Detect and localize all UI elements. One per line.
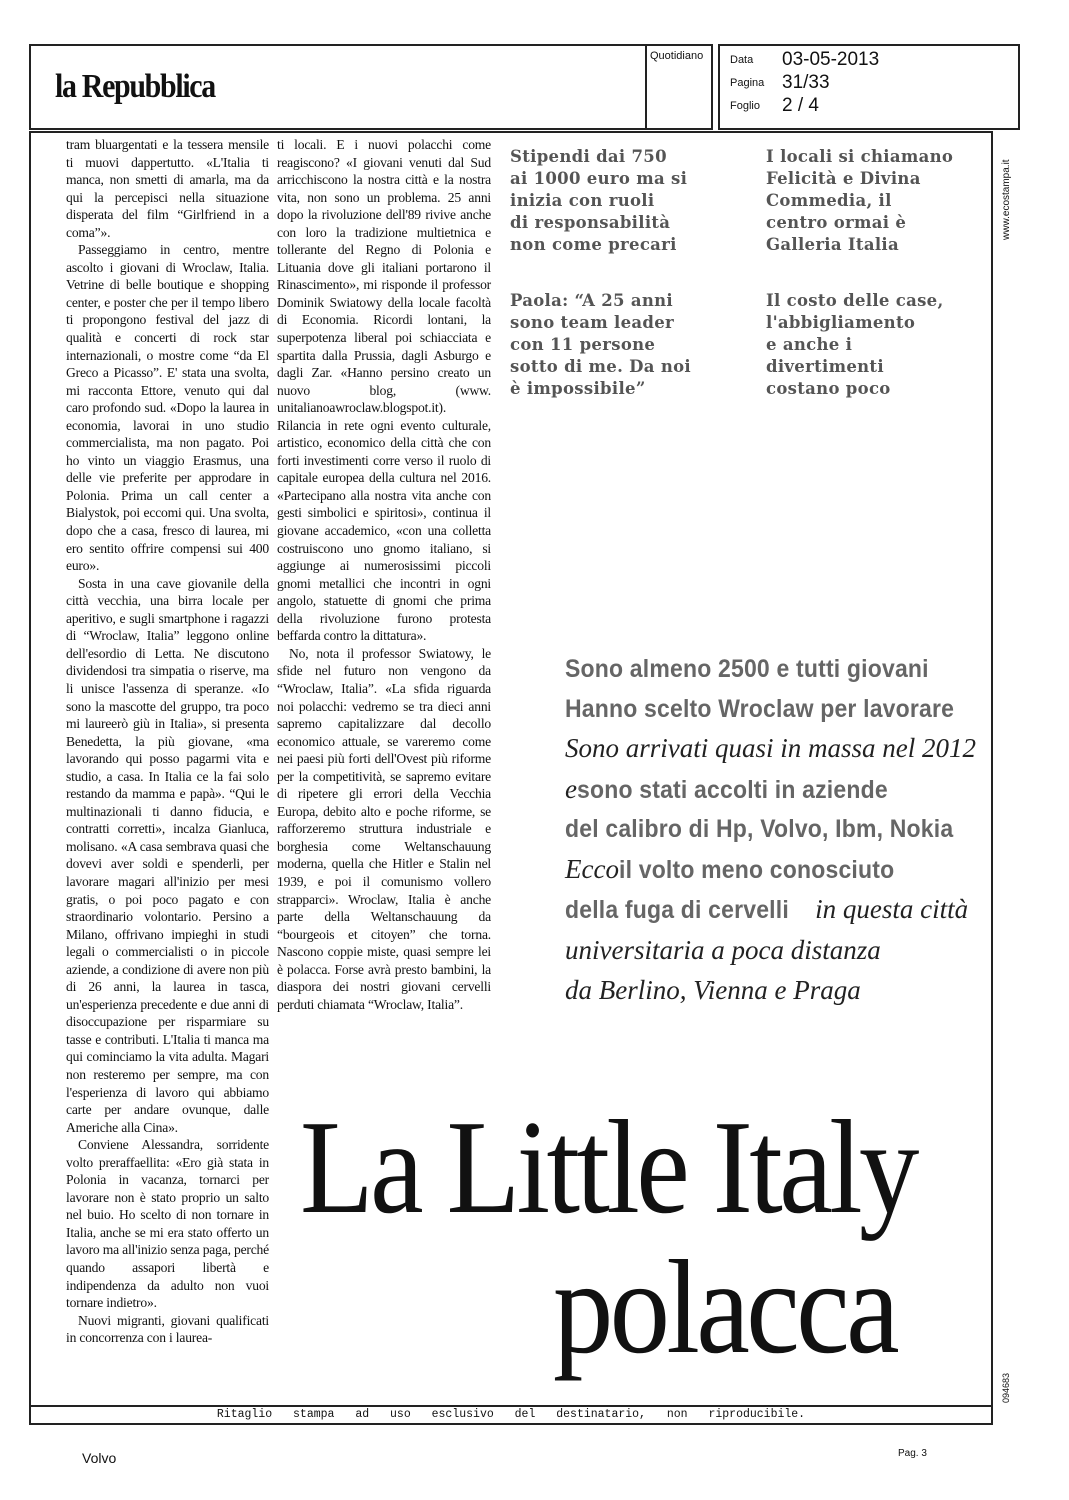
pull-quote-line: Galleria Italia bbox=[766, 235, 899, 254]
newspaper-logo: la Repubblica bbox=[55, 68, 215, 105]
pull-quote-venues bbox=[766, 146, 953, 256]
pull-quote-costs bbox=[766, 290, 944, 400]
side-url: www.ecostampa.it bbox=[1001, 159, 1012, 240]
headline-line-2: polacca bbox=[553, 1233, 897, 1381]
pull-quote-line: divertimenti bbox=[766, 357, 884, 376]
pull-quote-line: con 11 persone bbox=[510, 335, 656, 354]
pull-quote-line: Il costo delle case, bbox=[766, 291, 944, 310]
pull-quote-line: I locali si chiamano bbox=[766, 147, 954, 166]
paragraph: tram bluargentati e la tessera mensile ti muovi dappertutto. «L'Italia ti manca, non smetti di amarla, ma da qui la percepisci nella situazione disperata del film “Girlfriend in a coma”». bbox=[66, 137, 269, 240]
pull-quote-line: non come precari bbox=[510, 235, 677, 254]
frequency-label: Quotidiano bbox=[650, 50, 704, 62]
paragraph: Nuovi migranti, giovani qualificati in concorrenza con i laurea- bbox=[66, 1312, 269, 1346]
pull-quote-line: Stipendi dai 750 bbox=[510, 147, 667, 166]
paragraph: Conviene Alessandra, sorridente volto preraffaellita: «Ero già stata in Polonia in vacanza, tornarci per lavorare non è stato proprio un salto nel buio. Ho scelto di non tornare in Italia, anche se mi era stato offerto un lavoro ma all'inizio senza paga, perché quando assapori libertà e indipendenza da adulto non vuoi tornare indietro». bbox=[66, 1137, 269, 1311]
subtitle-bold: sono stati accolti in aziende bbox=[576, 775, 888, 804]
pull-quote-line: costano poco bbox=[766, 379, 891, 398]
subtitle-italic: universitaria a poca distanza bbox=[565, 934, 881, 965]
subtitle-bold: Sono almeno 2500 e tutti giovani bbox=[565, 655, 929, 683]
subtitle-bold: del calibro di Hp, Volvo, Ibm, Nokia bbox=[565, 815, 954, 843]
pull-quote-line: è impossibile” bbox=[510, 379, 646, 398]
pull-quote-paola bbox=[510, 290, 691, 400]
article-column-1 bbox=[66, 136, 269, 1347]
page-footer-left: Volvo bbox=[82, 1450, 117, 1466]
headline-line-1: La Little Italy bbox=[300, 1093, 916, 1241]
subtitle-line bbox=[565, 690, 985, 730]
pull-quote-line: Felicità e Divina bbox=[766, 169, 921, 188]
meta-value: 03-05-2013 bbox=[782, 49, 880, 70]
subtitle-italic: e bbox=[565, 773, 577, 804]
article-subtitle bbox=[565, 650, 985, 1012]
subtitle-italic: Ecco bbox=[565, 853, 619, 884]
subtitle-line bbox=[565, 850, 985, 891]
meta-value: 31/33 bbox=[782, 72, 830, 93]
meta-label: Foglio bbox=[730, 100, 760, 112]
pull-quote-line: e anche i bbox=[766, 335, 853, 354]
subtitle-line bbox=[565, 770, 985, 811]
pull-quote-line: l'abbigliamento bbox=[766, 313, 916, 332]
pull-quote-line: sono team leader bbox=[510, 313, 675, 332]
pull-quote-line: centro ormai è bbox=[766, 213, 907, 232]
paragraph: ti locali. E i nuovi polacchi come reagiscono? «I giovani venuti dal Sud arricchiscono la nostra città e la nostra vita, non sono un problema. 25 anni dopo la rivoluzione dell'89 rivive anche con loro la tradizione multietnica e tollerante del Regno di Polonia e Lituania dove gli italiani portarono il Rinascimento», mi risponde il professor Dominik Swiatowy della locale facoltà di Economia. Ricordi lontani, la superpotenza liberal poi schiacciata e spartita dalla Prussia, dagli Asburgo e dagli Zar. «Hanno persino creato un nuovo blog, (www. unitalianoawroclaw.blogspot.it). Rilancia in rete ogni evento culturale, artistico, economico della città che con forti investimenti corre verso il ruolo di capitale europea della cultura nel 2016. «Partecipano alla nostra vita anche con gesti simbolici e spiritosi», continua il giovane accademico, «con una colletta costruiscono uno gnomo italiano, si aggiunge ai numerosissimi piccoli gnomi metallici che incontri in ogni angolo, statuette di gnomi che prima della rivoluzione furono protesta beffarda contro la dittatura». bbox=[277, 137, 491, 644]
subtitle-line bbox=[565, 971, 985, 1012]
subtitle-line bbox=[565, 810, 985, 850]
meta-label: Pagina bbox=[730, 77, 765, 89]
paragraph: No, nota il professor Swiatowy, le sfide nel futuro non vengono da “Wroclaw, Italia”. «La sfida riguarda noi polacchi: vedremo se tra dieci anni sapremo capitalizzare dal decollo economico attuale, se vareremo come nei paesi più forti dell'Ovest più riforme per la competitività, se sapremo evitare di ripetere gli errori della Vecchia Europa, debito alto e poche riforme, se rafforzeremo struttura industriale e borghesia come Weltanschauung moderna, quella che Hitler e Stalin nel 1939, e poi il comunismo vollero strapparci». Wroclaw, Italia è anche parte della Weltanschauung da “bourgeois et citoyen” che torna. Nascono coppie miste, quasi sempre lei è polacca. Forse avrà presto bambini, la diaspora dei nostri giovani cervelli perduti chiamata “Wroclaw, Italia”. bbox=[277, 645, 491, 1012]
subtitle-italic: in questa città bbox=[808, 894, 969, 924]
subtitle-line bbox=[565, 931, 985, 972]
subtitle-italic: Sono arrivati quasi in massa nel 2012 bbox=[565, 733, 977, 763]
subtitle-bold: della fuga di cervelli bbox=[565, 896, 789, 924]
meta-label: Data bbox=[730, 54, 754, 66]
paragraph: Passeggiamo in centro, mentre ascolto i giovani di Wroclaw, Italia. Vetrine di belle boutique e shopping center, e poster che per il tempo libero ti propongono festival del jazz di qualità e concerti di rock star internazionali, o mostre come “da El Greco a Picasso”. E' stata una svolta, mi racconta Ettore, venuto qui dal caro profondo sud. «Dopo la laurea in economia, lavorai in uno studio commercialista, ma non pagato. Poi ho vinto un viaggio Erasmus, una delle vie preferite per approdare in Polonia. Prima un call center a Bialystok, poi eccomi qui. Una svolta, dopo che a casa, fresco di laurea, mi ero sentito offrire compensi sui 400 euro». bbox=[66, 242, 269, 574]
subtitle-line bbox=[565, 650, 985, 690]
subtitle-line bbox=[565, 890, 985, 931]
pull-quote-line: Paola: “A 25 anni bbox=[510, 291, 673, 310]
pull-quote-line: Commedia, il bbox=[766, 191, 892, 210]
subtitle-italic: da Berlino, Vienna e Praga bbox=[565, 975, 861, 1005]
page-number: Pag. 3 bbox=[898, 1448, 927, 1459]
side-code: 094683 bbox=[1001, 1372, 1011, 1403]
meta-value: 2 / 4 bbox=[782, 95, 819, 116]
meta-date bbox=[730, 49, 879, 71]
pull-quote-line: sotto di me. Da noi bbox=[510, 357, 691, 376]
subtitle-bold: Hanno scelto Wroclaw per lavorare bbox=[565, 694, 955, 723]
pull-quote-line: di responsabilità bbox=[510, 213, 671, 232]
pull-quote-line: ai 1000 euro ma si bbox=[510, 169, 688, 188]
pull-quote-line: inizia con ruoli bbox=[510, 191, 655, 210]
subtitle-bold: il volto meno conosciuto bbox=[618, 855, 895, 884]
paragraph: Sosta in una cave giovanile della città vecchia, una birra locale per aperitivo, e sugli smartphone i ragazzi di “Wroclaw, Italia” leggono online dell'esordio di Letta. Ne discutono dividendosi tra simpatia o riserve, ma li unisce l'assenza di speranze. «Io sono la mascotte del gruppo, tra poco mi laureerò giù in Italia», si presenta Benedetta, la più giovane, «ma lavorando qui posso pagarmi vita e studio, a casa. In Italia ce la fai solo restando da mamma e papà». “Qui le multinazionali ti danno fiducia, e contratti corretti», incalza Gianluca, molisano. «A casa sembrava quasi che dovevi aver soldi e spenderli, per lavorare magari all'inizio per mesi gratis, o poi poco pagato e con straordinario volontario. Persino a Milano, offrivano impieghi in studi legali o commercialisti o in piccole aziende, a condizione di avere non più di 26 anni, la laurea in tasca, un'esperienza precedente e due anni di disoccupazione per risparmiare su tasse e contributi. L'Italia ti manca ma qui cominciamo la vita adulta. Magari non resteremo per sempre, ma con l'esperienza di lavoro qui abbiamo carte per andare ovunque, dalle Americhe alla Cina». bbox=[66, 575, 269, 1135]
article-column-2 bbox=[277, 136, 491, 1013]
footer-notice: Ritaglio stampa ad uso esclusivo del destinatario, non riproducibile. bbox=[29, 1405, 993, 1425]
meta-sheet bbox=[730, 95, 819, 117]
pull-quote-salaries bbox=[510, 146, 687, 256]
meta-page bbox=[730, 72, 830, 94]
subtitle-line bbox=[565, 729, 985, 770]
